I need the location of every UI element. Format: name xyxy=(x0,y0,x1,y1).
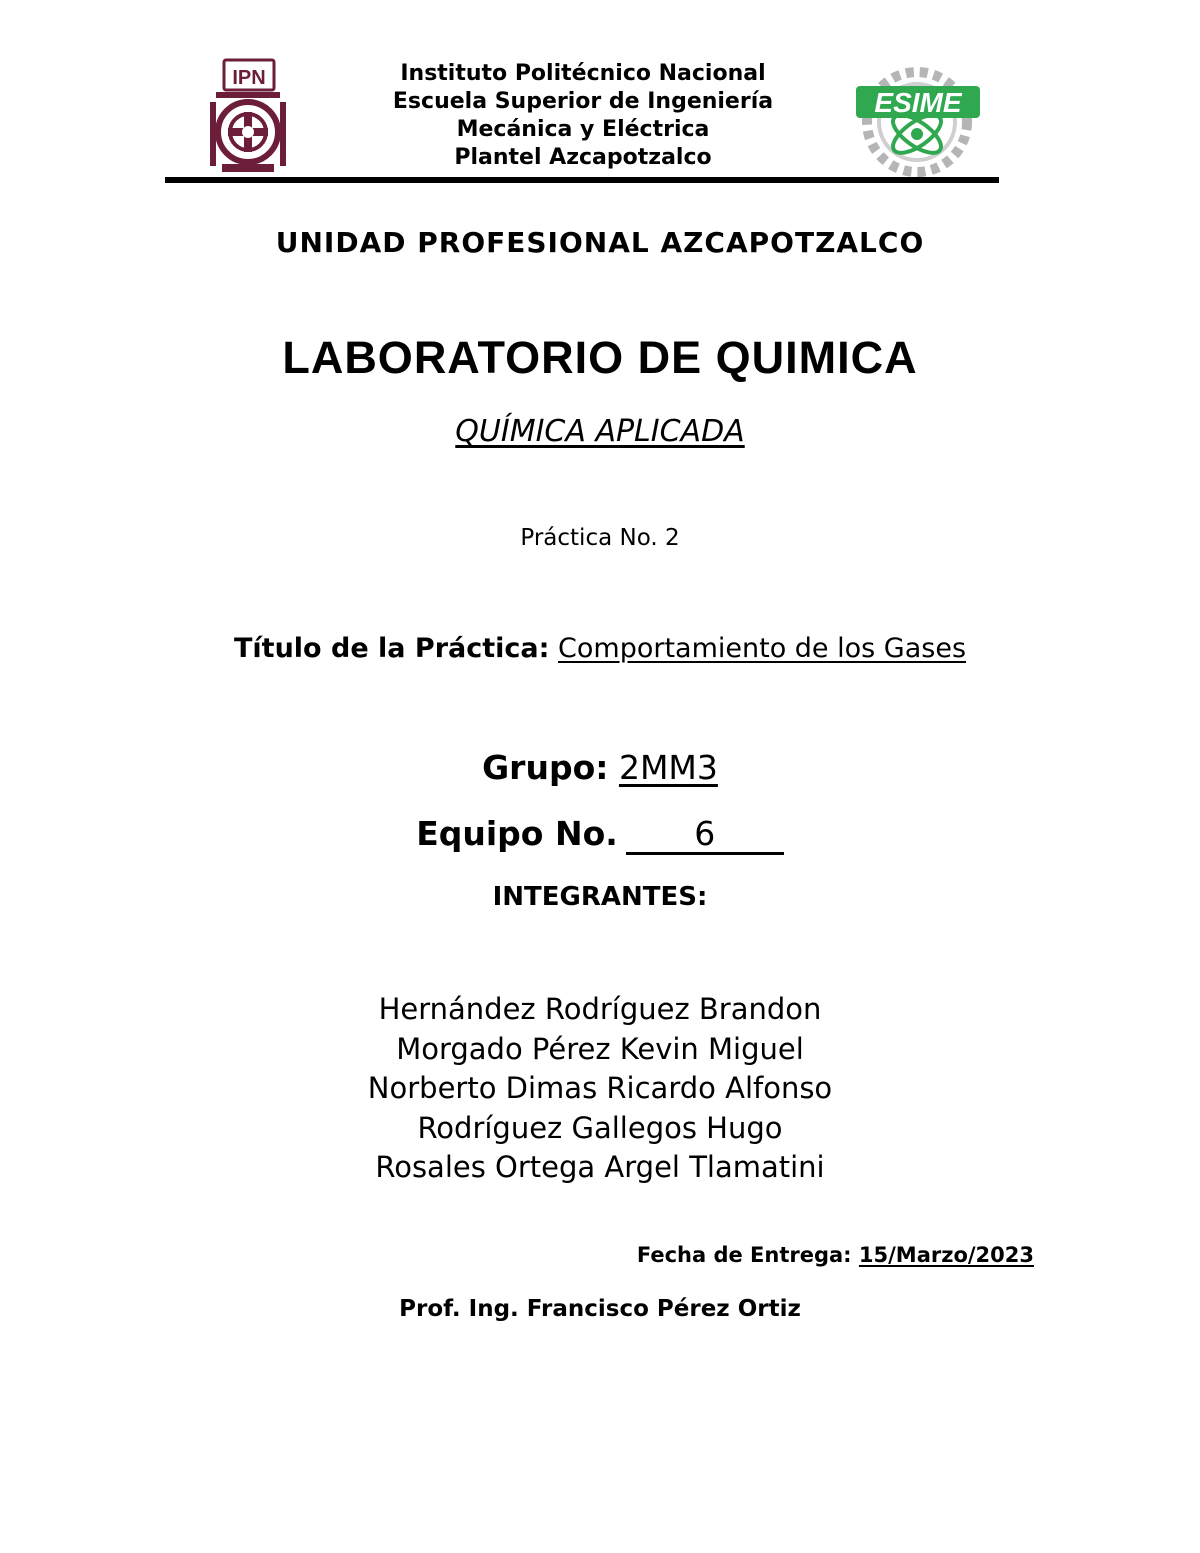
materia-subtitle: QUÍMICA APLICADA xyxy=(455,414,745,449)
ipn-logo xyxy=(208,56,288,178)
delivery-date-value: 15/Marzo/2023 xyxy=(858,1243,1034,1267)
esime-logo-graphic xyxy=(850,64,985,180)
delivery-date xyxy=(600,1243,1034,1267)
group-field xyxy=(0,748,1200,787)
institution-line: Plantel Azcapotzalco xyxy=(454,145,712,170)
member-item: Norberto Dimas Ricardo Alfonso xyxy=(367,1071,833,1105)
esime-logo-lettering: ESIME xyxy=(874,87,962,118)
practice-title-value: Comportamiento de los Gases xyxy=(558,633,967,664)
member-item: Morgado Pérez Kevin Miguel xyxy=(396,1031,804,1066)
member-item: Rodríguez Gallegos Hugo xyxy=(417,1110,783,1145)
institution-line: Instituto Politécnico Nacional xyxy=(400,61,766,86)
ipn-logo-graphic xyxy=(208,56,288,178)
member-item: Hernández Rodríguez Brandon xyxy=(378,992,822,1026)
esime-logo xyxy=(850,64,985,180)
institution-line: Escuela Superior de Ingeniería xyxy=(392,89,774,114)
members-list xyxy=(0,990,1200,1188)
member-item: Rosales Ortega Argel Tlamatini xyxy=(375,1150,825,1184)
team-field xyxy=(0,814,1200,855)
practica-number: Práctica No. 2 xyxy=(520,525,680,551)
members-heading: INTEGRANTES: xyxy=(492,882,708,912)
team-label: Equipo No. xyxy=(416,814,618,853)
header-divider xyxy=(165,177,999,183)
team-value: 6 xyxy=(626,816,784,855)
practice-title-label: Título de la Práctica: xyxy=(233,633,550,664)
practice-title xyxy=(0,633,1200,664)
unidad-heading: UNIDAD PROFESIONAL AZCAPOTZALCO xyxy=(275,226,925,259)
institution-block xyxy=(300,60,866,172)
group-value: 2MM3 xyxy=(618,748,718,787)
laboratorio-title: LABORATORIO DE QUIMICA xyxy=(282,332,918,383)
group-label: Grupo: xyxy=(482,748,609,787)
professor-name: Prof. Ing. Francisco Pérez Ortiz xyxy=(399,1296,801,1322)
institution-line: Mecánica y Eléctrica xyxy=(456,117,710,142)
ipn-logo-lettering: IPN xyxy=(232,67,266,89)
delivery-date-label: Fecha de Entrega: xyxy=(636,1243,852,1267)
